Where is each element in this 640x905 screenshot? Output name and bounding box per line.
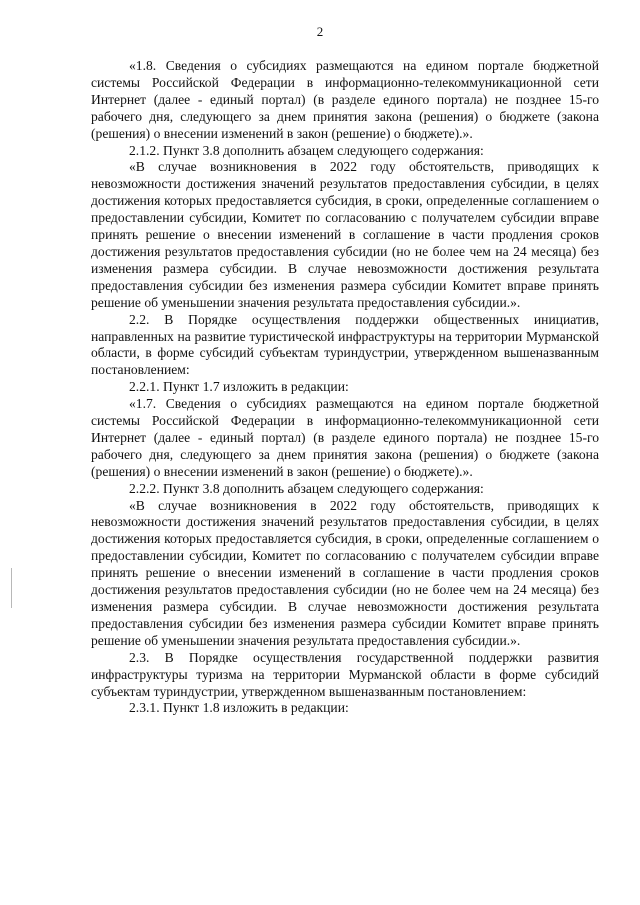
paragraph-2-3-1: 2.3.1. Пункт 1.8 изложить в редакции: xyxy=(129,700,349,716)
paragraph-2-2: 2.2. В Порядке осуществления поддержки общественных инициатив, направленных на развитие туристической инфраструктуры на территории Мурманской области, в форме субсидий субъектам туриндустрии, утвержденном вышеназванным постановлением: xyxy=(91,311,599,378)
paragraph-1-7-subsidy-info: «1.7. Сведения о субсидиях размещаются на едином портале бюджетной системы Российской Федерации в информационно-телекоммуникационной сети Интернет (далее - единый портал) (в разделе единого портала) не позднее 15-го рабочего дня, следующего за днем принятия закона (решения) о бюджете (закона (решения) о внесении изменений в закон (решение) о бюджете).». xyxy=(91,396,599,479)
scan-margin-mark xyxy=(11,568,12,608)
page-number: 2 xyxy=(316,24,324,39)
document-body xyxy=(91,58,599,717)
paragraph-2-2-1: 2.2.1. Пункт 1.7 изложить в редакции: xyxy=(129,379,349,395)
paragraph-2-1-2: 2.1.2. Пункт 3.8 дополнить абзацем следующего содержания: xyxy=(129,142,484,158)
paragraph-2-2-2: 2.2.2. Пункт 3.8 дополнить абзацем следующего содержания: xyxy=(129,480,484,496)
paragraph-2022-circumstances-second: «В случае возникновения в 2022 году обстоятельств, приводящих к невозможности достижения значений результатов предоставления субсидии, в целях достижения которых предоставляется субсидия, в сроки, определенные соглашением о предоставлении субсидии, Комитет по согласованию с получателем субсидии вправе принять решение о внесении изменений в соглашение в части продления сроков достижения результатов предоставления субсидии (но не более чем на 24 месяца) без изменения размера субсидии. В случае невозможности достижения результата предоставления субсидии без изменения размера субсидии Комитет вправе принять решение об уменьшении значения результата предоставления субсидии.». xyxy=(91,497,599,648)
paragraph-2-3: 2.3. В Порядке осуществления государственной поддержки развития инфраструктуры туризма на территории Мурманской области в форме субсидий субъектам туриндустрии, утвержденном вышеназванным постановлением: xyxy=(91,649,599,699)
paragraph-2022-circumstances-first: «В случае возникновения в 2022 году обстоятельств, приводящих к невозможности достижения значений результатов предоставления субсидии, в целях достижения которых предоставляется субсидия, в сроки, определенные соглашением о предоставлении субсидии, Комитет по согласованию с получателем субсидии вправе принять решение о внесении изменений в соглашение в части продления сроков достижения результатов предоставления субсидии (но не более чем на 24 месяца) без изменения размера субсидии. В случае невозможности достижения результата предоставления субсидии без изменения размера субсидии Комитет вправе принять решение об уменьшении значения результата предоставления субсидии.». xyxy=(91,159,599,310)
paragraph-1-8-subsidy-info: «1.8. Сведения о субсидиях размещаются на едином портале бюджетной системы Российской Федерации в информационно-телекоммуникационной сети Интернет (далее - единый портал) (в разделе единого портала) не позднее 15-го рабочего дня, следующего за днем принятия закона (решения) о бюджете (закона (решения) о внесении изменений в закон (решение) о бюджете).». xyxy=(91,58,599,141)
